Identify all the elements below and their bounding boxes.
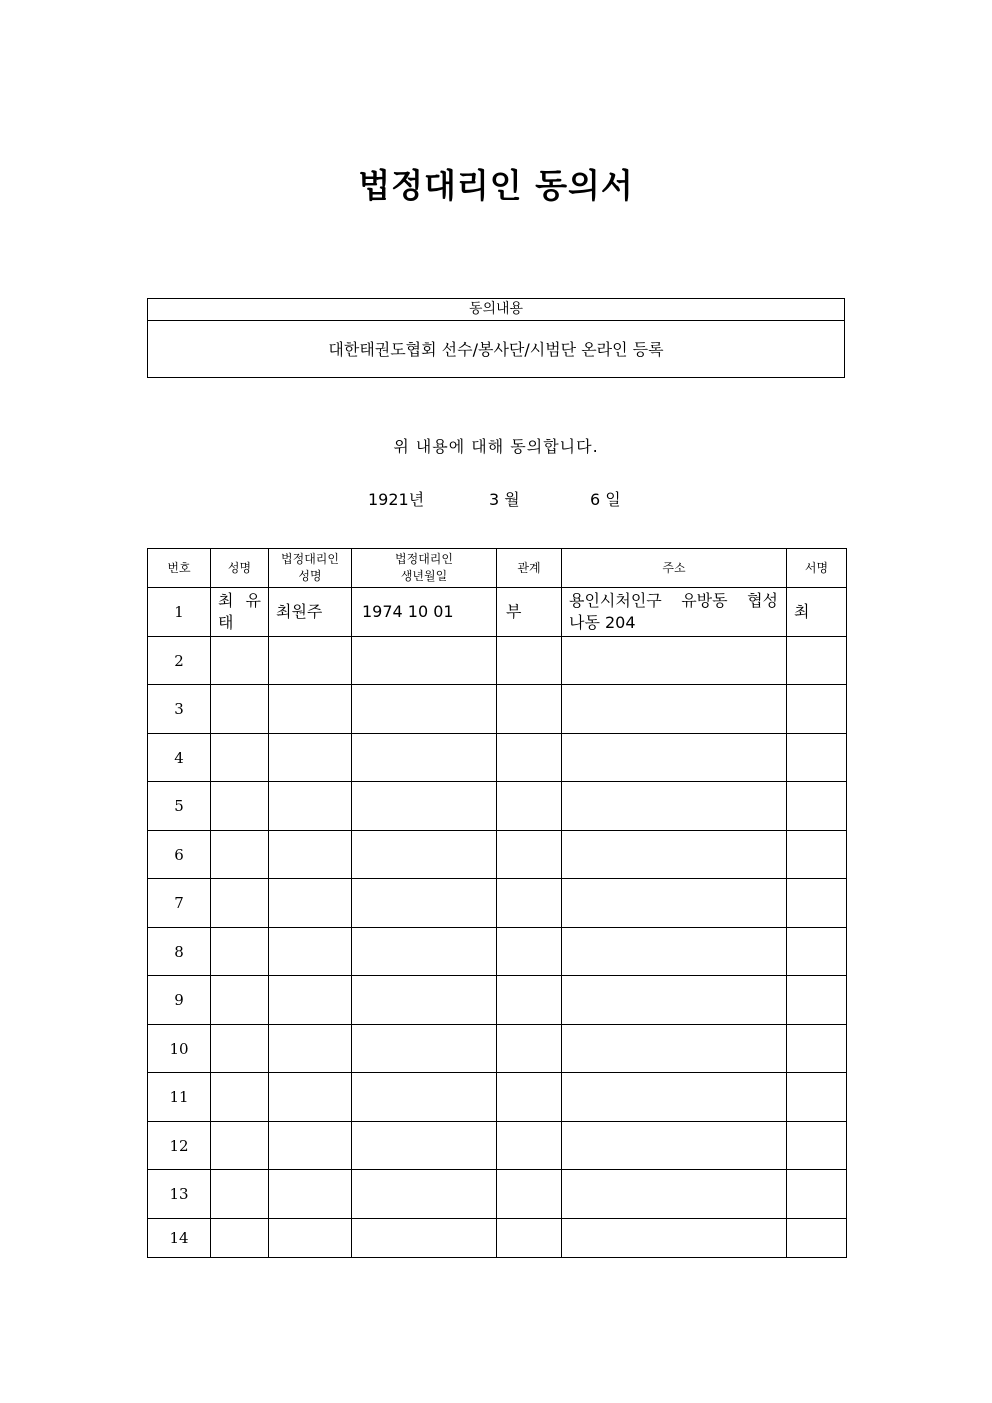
row-number: 12	[148, 1122, 211, 1170]
table-row	[148, 637, 847, 685]
header-guardian-name	[269, 549, 352, 588]
date-month: 3 월	[489, 490, 520, 509]
row-number: 13	[148, 1170, 211, 1219]
student-name-cell	[211, 976, 269, 1025]
address-cell	[562, 1025, 787, 1073]
row-number: 5	[148, 782, 211, 831]
table-row	[148, 976, 847, 1025]
address-cell	[562, 831, 787, 879]
table-row	[148, 1170, 847, 1219]
address-cell	[562, 637, 787, 685]
header-address: 주소	[562, 549, 787, 588]
address-cell	[562, 588, 787, 637]
student-name-cell	[211, 1122, 269, 1170]
guardian-name-cell	[269, 782, 352, 831]
agree-statement: 위 내용에 대해 동의합니다.	[393, 437, 599, 456]
relation-cell	[497, 1122, 562, 1170]
table-row	[148, 1219, 847, 1258]
signature-cell	[787, 1170, 847, 1219]
address-cell	[562, 879, 787, 928]
address-line1: 용인시처인구 유방동 협성	[569, 591, 778, 610]
guardian-birth-cell	[352, 637, 497, 685]
signature-cell	[787, 734, 847, 782]
guardian-name-cell: 최원주	[269, 588, 352, 637]
signature-cell	[787, 879, 847, 928]
relation-cell	[497, 1170, 562, 1219]
table-row	[148, 1073, 847, 1122]
guardian-name-cell	[269, 685, 352, 734]
table-header-row	[148, 549, 847, 588]
row-number: 10	[148, 1025, 211, 1073]
row-number: 1	[148, 588, 211, 637]
address-cell	[562, 928, 787, 976]
student-name-cell	[211, 879, 269, 928]
signature-cell	[787, 1219, 847, 1258]
guardian-birth-cell	[352, 1170, 497, 1219]
signature-cell	[787, 685, 847, 734]
student-name-line1	[218, 590, 268, 612]
student-name-cell	[211, 1219, 269, 1258]
row-number: 11	[148, 1073, 211, 1122]
date-year: 1921년	[368, 490, 425, 509]
guardian-name-cell	[269, 1219, 352, 1258]
relation-cell: 부	[497, 588, 562, 637]
header-no: 번호	[148, 549, 211, 588]
guardian-birth-cell	[352, 976, 497, 1025]
student-name-cell	[211, 928, 269, 976]
guardian-name-cell	[269, 1170, 352, 1219]
student-name-cell	[211, 1025, 269, 1073]
table-row	[148, 1025, 847, 1073]
guardian-name-cell	[269, 1122, 352, 1170]
relation-cell	[497, 685, 562, 734]
relation-cell	[497, 831, 562, 879]
header-guardian-birth-line2: 생년월일	[400, 569, 448, 583]
relation-cell	[497, 782, 562, 831]
guardian-name-cell	[269, 734, 352, 782]
address-cell	[562, 782, 787, 831]
header-guardian-name-line1: 법정대리인	[281, 552, 339, 566]
student-name-part: 최	[218, 591, 234, 610]
student-name-cell	[211, 831, 269, 879]
signature-cell	[787, 1025, 847, 1073]
guardian-birth-cell	[352, 1219, 497, 1258]
guardian-birth-cell	[352, 831, 497, 879]
student-name-cell	[211, 734, 269, 782]
guardian-name-cell	[269, 879, 352, 928]
header-name: 성명	[211, 549, 269, 588]
guardian-name-cell	[269, 976, 352, 1025]
address-cell	[562, 1073, 787, 1122]
address-cell	[562, 685, 787, 734]
guardian-name-cell	[269, 831, 352, 879]
table-row	[148, 1122, 847, 1170]
signature-cell	[787, 637, 847, 685]
relation-cell	[497, 637, 562, 685]
guardian-name-cell	[269, 1073, 352, 1122]
signature-cell	[787, 976, 847, 1025]
address-cell	[562, 1122, 787, 1170]
header-guardian-birth	[352, 549, 497, 588]
row-number: 9	[148, 976, 211, 1025]
table-row	[148, 782, 847, 831]
guardian-name-cell	[269, 928, 352, 976]
relation-cell	[497, 1025, 562, 1073]
guardian-birth-cell	[352, 879, 497, 928]
student-name-cell	[211, 685, 269, 734]
relation-cell	[497, 1219, 562, 1258]
table-row	[148, 831, 847, 879]
relation-cell	[497, 734, 562, 782]
signature-cell	[787, 928, 847, 976]
table-row	[148, 734, 847, 782]
guardian-name-cell	[269, 637, 352, 685]
student-name-part: 유	[245, 591, 261, 610]
table-row	[148, 685, 847, 734]
guardian-birth-cell	[352, 1073, 497, 1122]
relation-cell	[497, 928, 562, 976]
signature-cell	[787, 1122, 847, 1170]
relation-cell	[497, 1073, 562, 1122]
date-day: 6 일	[590, 490, 621, 509]
address-line2: 나동 204	[569, 613, 636, 632]
signature-cell	[787, 831, 847, 879]
student-name-cell	[211, 637, 269, 685]
row-number: 6	[148, 831, 211, 879]
student-name-part: 태	[218, 613, 234, 632]
document-title: 법정대리인 동의서	[358, 166, 634, 205]
header-signature: 서명	[787, 549, 847, 588]
address-cell	[562, 976, 787, 1025]
address-cell	[562, 1170, 787, 1219]
signature-cell	[787, 1073, 847, 1122]
address-cell	[562, 734, 787, 782]
relation-cell	[497, 879, 562, 928]
row-number: 14	[148, 1219, 211, 1258]
address-cell	[562, 1219, 787, 1258]
student-name-cell	[211, 782, 269, 831]
table-row	[148, 588, 847, 637]
relation-cell	[497, 976, 562, 1025]
consent-header: 동의내용	[148, 299, 844, 321]
guardian-birth-cell	[352, 782, 497, 831]
signature-cell: 최	[787, 588, 847, 637]
student-name-cell	[211, 1073, 269, 1122]
header-guardian-birth-line1: 법정대리인	[395, 552, 453, 566]
consent-body: 대한태권도협회 선수/봉사단/시범단 온라인 등록	[328, 340, 664, 359]
guardian-birth-cell: 1974 10 01	[352, 588, 497, 637]
guardian-table	[147, 548, 847, 1258]
guardian-name-cell	[269, 1025, 352, 1073]
row-number: 7	[148, 879, 211, 928]
row-number: 8	[148, 928, 211, 976]
row-number: 4	[148, 734, 211, 782]
guardian-birth-cell	[352, 734, 497, 782]
student-name-cell	[211, 1170, 269, 1219]
header-relation: 관계	[497, 549, 562, 588]
guardian-birth-cell	[352, 685, 497, 734]
table-row	[148, 928, 847, 976]
row-number: 3	[148, 685, 211, 734]
guardian-birth-cell	[352, 1122, 497, 1170]
header-guardian-name-line2: 성명	[298, 569, 322, 583]
guardian-birth-cell	[352, 1025, 497, 1073]
row-number: 2	[148, 637, 211, 685]
guardian-birth-cell	[352, 928, 497, 976]
consent-box	[147, 298, 845, 378]
table-row	[148, 879, 847, 928]
signature-cell	[787, 782, 847, 831]
student-name-cell	[211, 588, 269, 637]
